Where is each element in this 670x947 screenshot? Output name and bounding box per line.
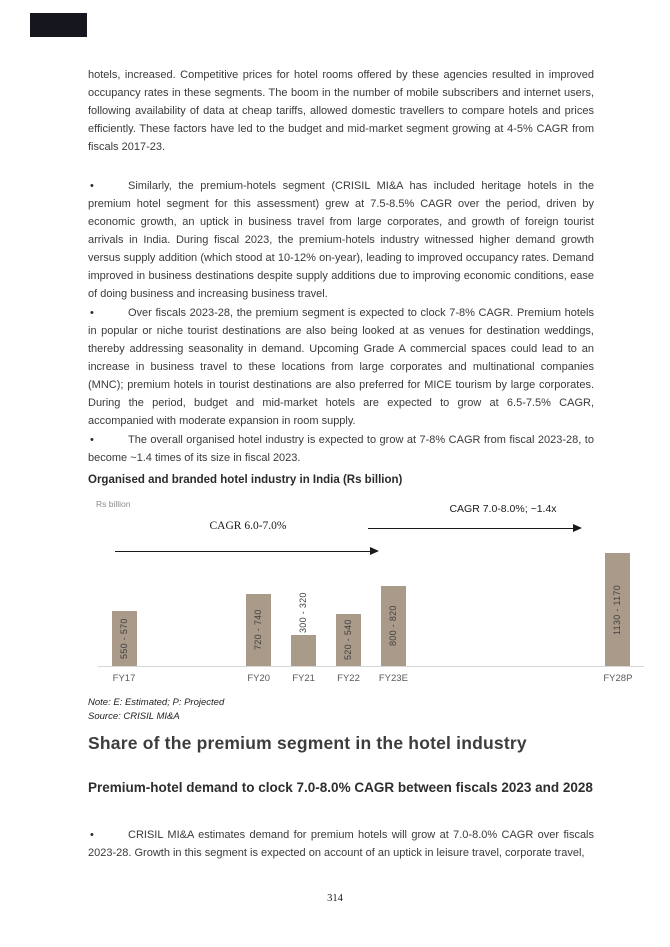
bullet-item-premium-growth	[88, 177, 594, 303]
bullet-marker: •	[90, 307, 94, 319]
x-tick-label: FY22	[337, 673, 360, 684]
bar-value-label: 550 - 570	[118, 618, 129, 659]
paragraph-budget-segment: hotels, increased. Competitive prices for hotel rooms offered by these agencies resulted in improved occupancy rates in these segments. The boom in the number of mobile subscribers and internet users, following availability of data at cheap tariffs, allowed domestic travellers to compare hotels and prices efficiently. These factors have led to the budget and mid-market segment growing at 4-5% CAGR from fiscals 2017-23.	[88, 69, 594, 153]
bullet-item-demand-estimate	[88, 826, 594, 862]
section-heading: Share of the premium segment in the hotel industry	[88, 733, 527, 753]
chart-note: Note: E: Estimated; P: Projected	[88, 697, 225, 708]
chart-title: Organised and branded hotel industry in India (Rs billion)	[88, 474, 403, 486]
x-tick-label: FY21	[292, 673, 315, 684]
bullet-text: Similarly, the premium-hotels segment (CRISIL MI&A has included heritage hotels in the premium hotel segment for this assessment) grew at 7.5-8.5% CAGR over the period, driven by economic growth, an uptick in business travel from large corporates, and growth of foreign tourist arrivals in India. During fiscal 2023, the premium-hotels industry witnessed higher demand growth versus supply addition (which stood at 10-12% on-year), leading to improved occupancy rates. Demand improved in business destinations despite supply additions due to improving economic conditions, ease of doing business and increasing business travel.	[88, 180, 594, 300]
bullet-item-premium-outlook	[88, 304, 594, 430]
bullet-marker: •	[90, 829, 94, 841]
subsection-heading: Premium-hotel demand to clock 7.0-8.0% CAGR between fiscals 2023 and 2028	[88, 780, 593, 795]
y-axis-unit-label: Rs billion	[96, 499, 131, 509]
x-tick-label: FY20	[247, 673, 271, 684]
x-tick-label: FY23E	[378, 673, 408, 684]
cagr-annotation-2: CAGR 7.0-8.0%; ~1.4x	[449, 503, 557, 515]
page-number: 314	[327, 893, 343, 904]
bullet-text: CRISIL MI&A estimates demand for premium hotels will grow at 7.0-8.0% CAGR over fiscals 2023-28. Growth in this segment is expected on account of an uptick in leisure travel, corporate travel,	[88, 829, 594, 859]
bullet-marker: •	[90, 434, 94, 446]
bar-fy21	[291, 635, 316, 666]
x-axis-line	[98, 666, 644, 667]
bar-value-label: 1130 - 1170	[612, 584, 623, 635]
bar-value-label: 300 - 320	[298, 592, 309, 633]
crisil-logo	[30, 13, 87, 37]
x-tick-label: FY28P	[603, 673, 633, 684]
bullet-text: Over fiscals 2023-28, the premium segment is expected to clock 7-8% CAGR. Premium hotels in popular or niche tourist destinations are also being looked at as venues for destination weddings, thereby addressing seasonality in demand. Upcoming Grade A commercial spaces could lead to an increase in business travel to these locations from large corporates and multinational companies (MNC); premium hotels in tourist destinations are also preferred for MICE tourism by large corporates. During the period, budget and mid-market hotels are expected to grow at 6.5-7.5% CAGR, accompanied with moderate expansion in room supply.	[88, 307, 594, 427]
bullet-text: The overall organised hotel industry is expected to grow at 7-8% CAGR from fiscal 2023-28, to become ~1.4 times of its size in fiscal 2023.	[88, 434, 594, 464]
bullet-item-overall-industry	[88, 431, 594, 467]
bar-value-label: 720 - 740	[253, 609, 264, 651]
chart-source: Source: CRISIL MI&A	[88, 711, 180, 722]
bullet-marker: •	[90, 180, 94, 192]
x-tick-label: FY17	[112, 673, 136, 684]
bar-value-label: 520 - 540	[343, 619, 353, 661]
bar-value-label: 800 - 820	[387, 605, 398, 647]
cagr-annotation-1: CAGR 6.0-7.0%	[209, 520, 287, 532]
bar-chart	[88, 496, 648, 696]
